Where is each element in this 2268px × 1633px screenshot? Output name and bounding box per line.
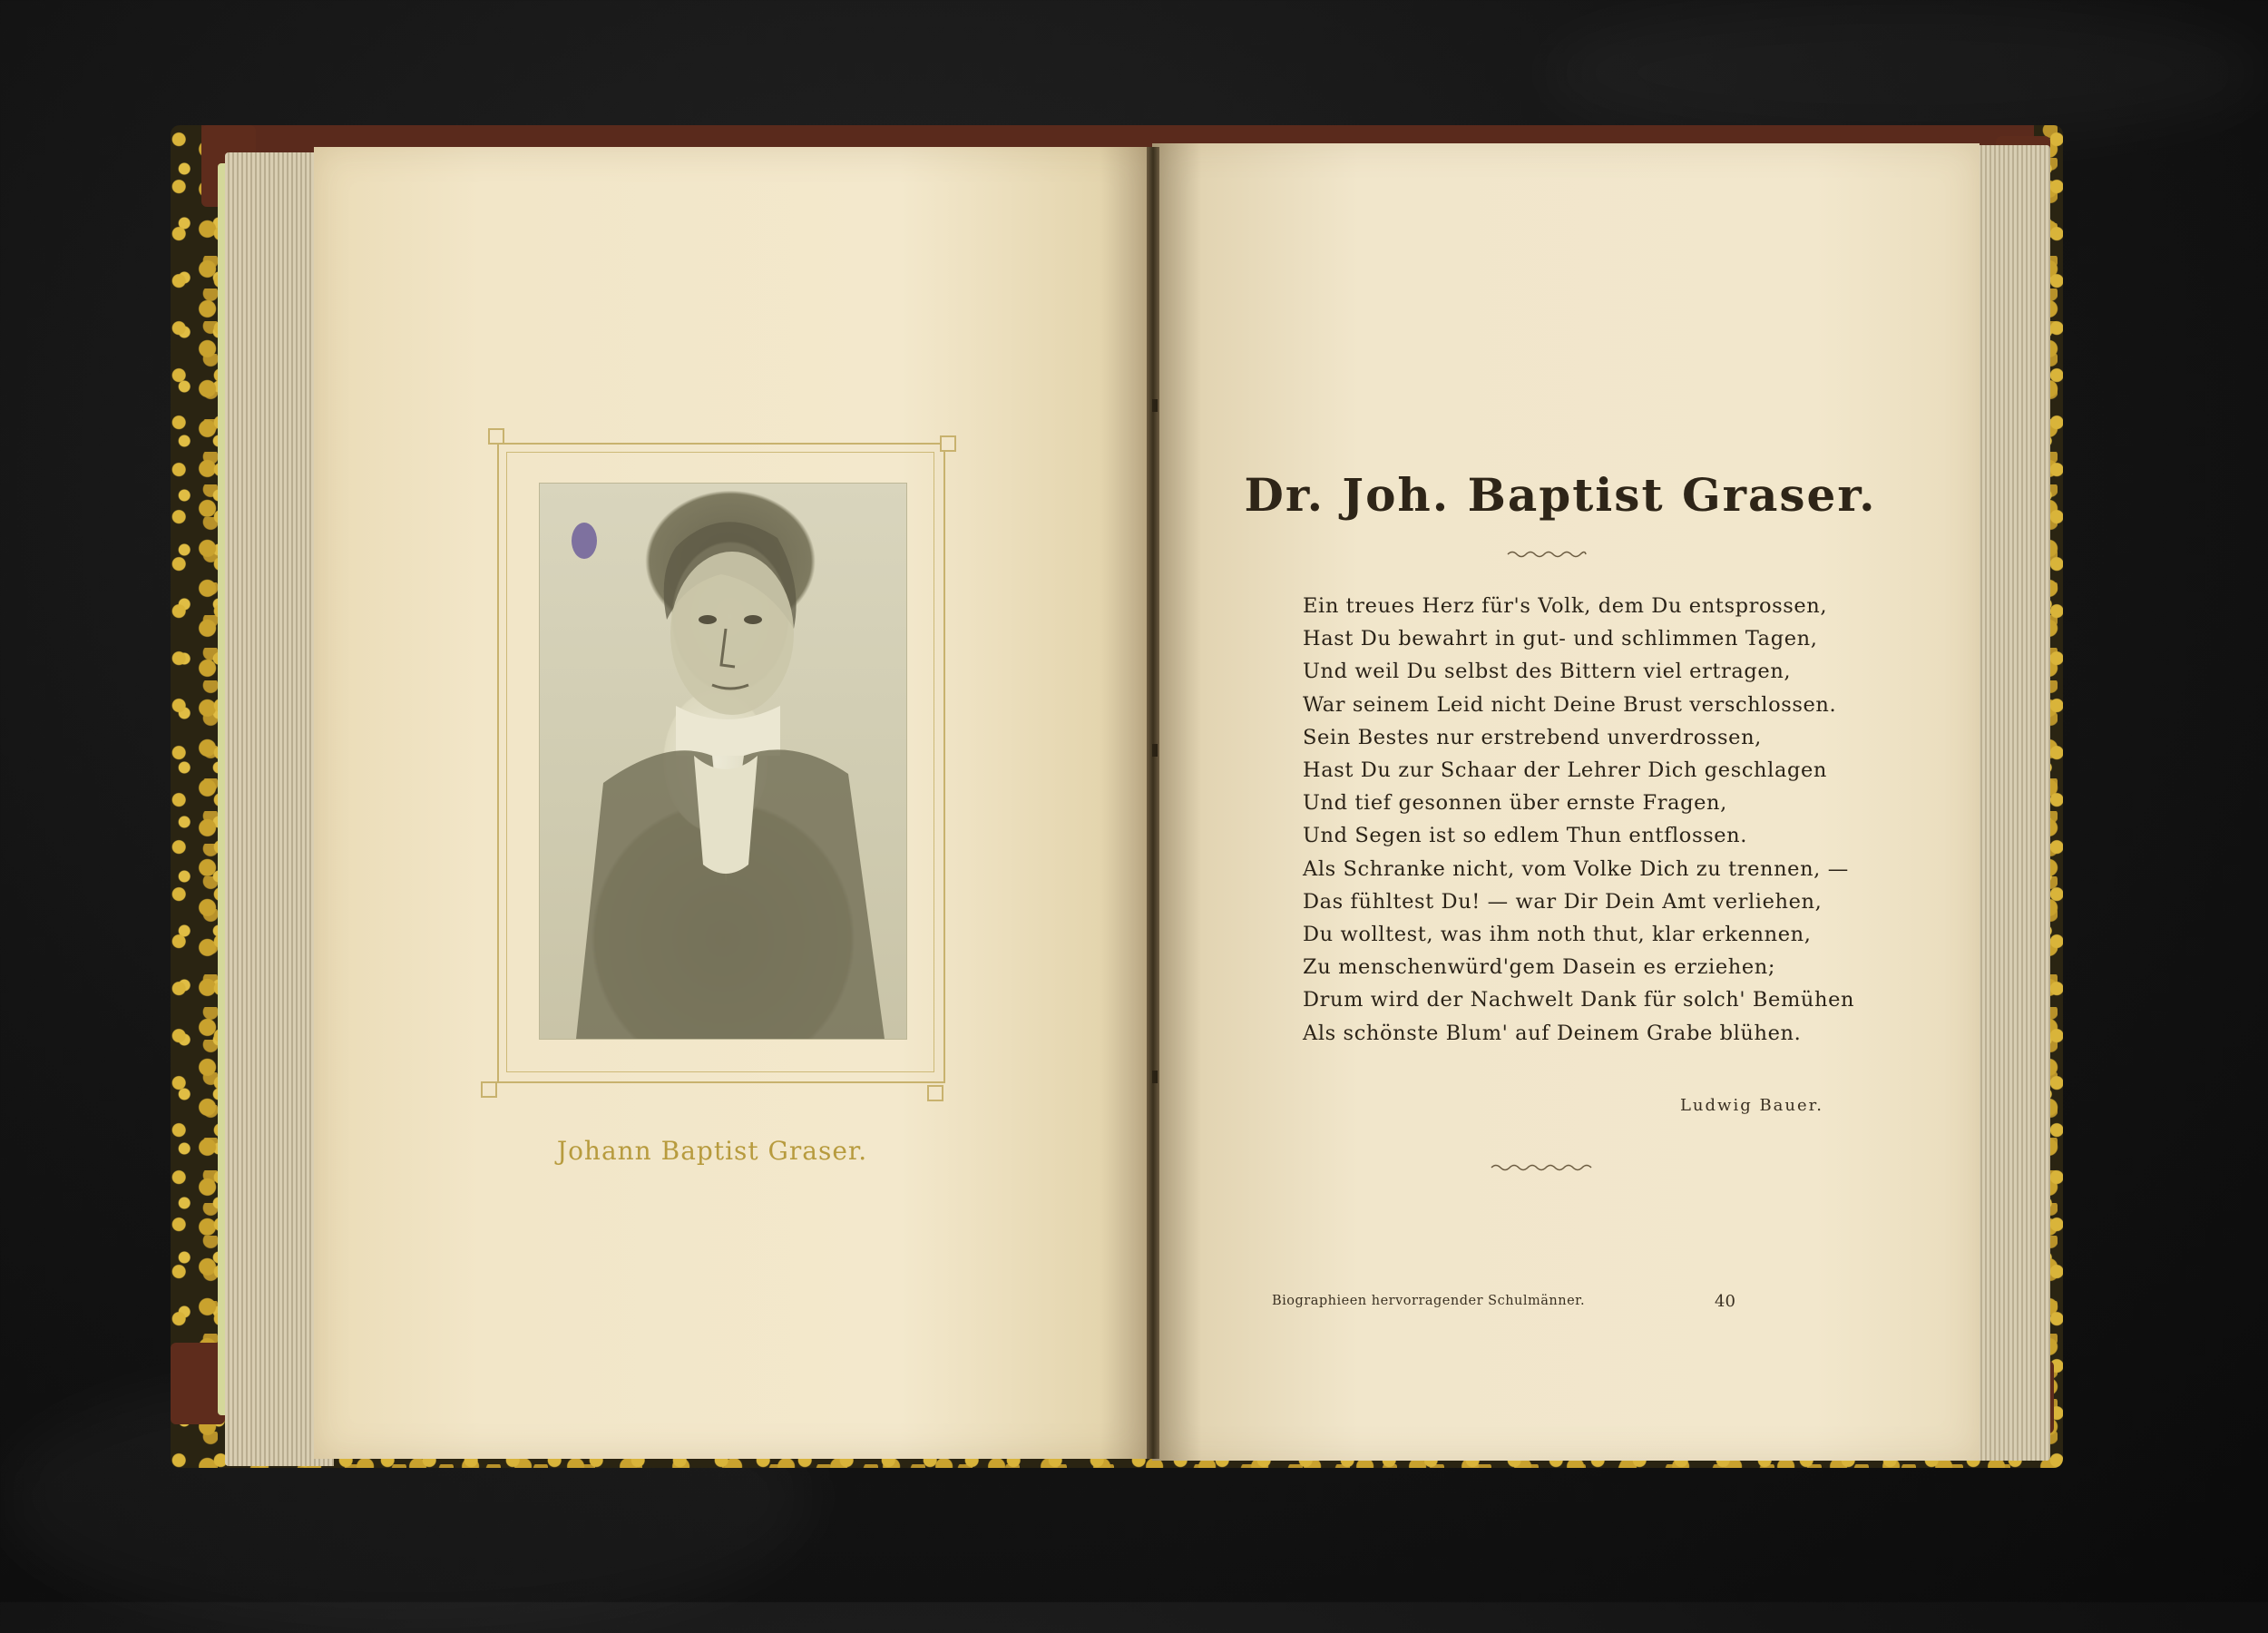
binding-thread (1152, 744, 1158, 757)
poem-line: Das fühltest Du! — war Dir Dein Amt verliehen, (1303, 889, 1823, 914)
book-gutter (1147, 147, 1159, 1459)
poem-line: War seinem Leid nicht Deine Brust verschlossen. (1303, 692, 1837, 717)
wave-ornament-bottom (1490, 1163, 1595, 1172)
portrait-photograph (539, 483, 907, 1040)
poem-line: Und tief gesonnen über ernste Fragen, (1303, 791, 1727, 816)
poem-line: Zu menschenwürd'gem Dasein es erziehen; (1303, 955, 1776, 980)
wave-ornament-top (1506, 550, 1588, 559)
frame-corner-ornament (927, 1085, 943, 1101)
poem-line: Hast Du bewahrt in gut- und schlimmen Tagen, (1303, 627, 1818, 651)
cover-corner (171, 1343, 225, 1424)
page-number: 40 (1715, 1292, 1735, 1311)
backdrop-fold (1542, 0, 2268, 145)
poem-line: Drum wird der Nachwelt Dank für solch' Bemühen (1303, 988, 1855, 1012)
frame-corner-ornament (940, 435, 956, 452)
binding-thread (1152, 399, 1158, 412)
poem-line: Und Segen ist so edlem Thun entflossen. (1303, 824, 1747, 848)
page-title: Dr. Joh. Baptist Graser. (1244, 468, 1877, 522)
footer-series-title: Biographieen hervorragender Schulmänner. (1272, 1294, 1586, 1308)
poem-line: Und weil Du selbst des Bittern viel ertragen, (1303, 660, 1792, 684)
poem-line: Als schönste Blum' auf Deinem Grabe blühen. (1303, 1021, 1802, 1045)
poem (1303, 590, 1883, 1050)
poem-line: Hast Du zur Schaar der Lehrer Dich geschlagen (1303, 758, 1827, 783)
poem-line: Ein treues Herz für's Volk, dem Du entsprossen, (1303, 594, 1828, 618)
poem-line: Du wolltest, was ihm noth thut, klar erkennen, (1303, 923, 1812, 947)
portrait-sketch (540, 484, 906, 1039)
poem-line: Als Schranke nicht, vom Volke Dich zu trennen, — (1303, 856, 1849, 881)
portrait-caption: Johann Baptist Graser. (556, 1136, 868, 1166)
binding-thread (1152, 1071, 1158, 1083)
frame-corner-ornament (481, 1081, 497, 1098)
frame-corner-ornament (488, 428, 504, 445)
ink-stamp (572, 523, 597, 559)
poem-author: Ludwig Bauer. (1679, 1096, 1823, 1115)
poem-line: Sein Bestes nur erstrebend unverdrossen, (1303, 725, 1762, 749)
